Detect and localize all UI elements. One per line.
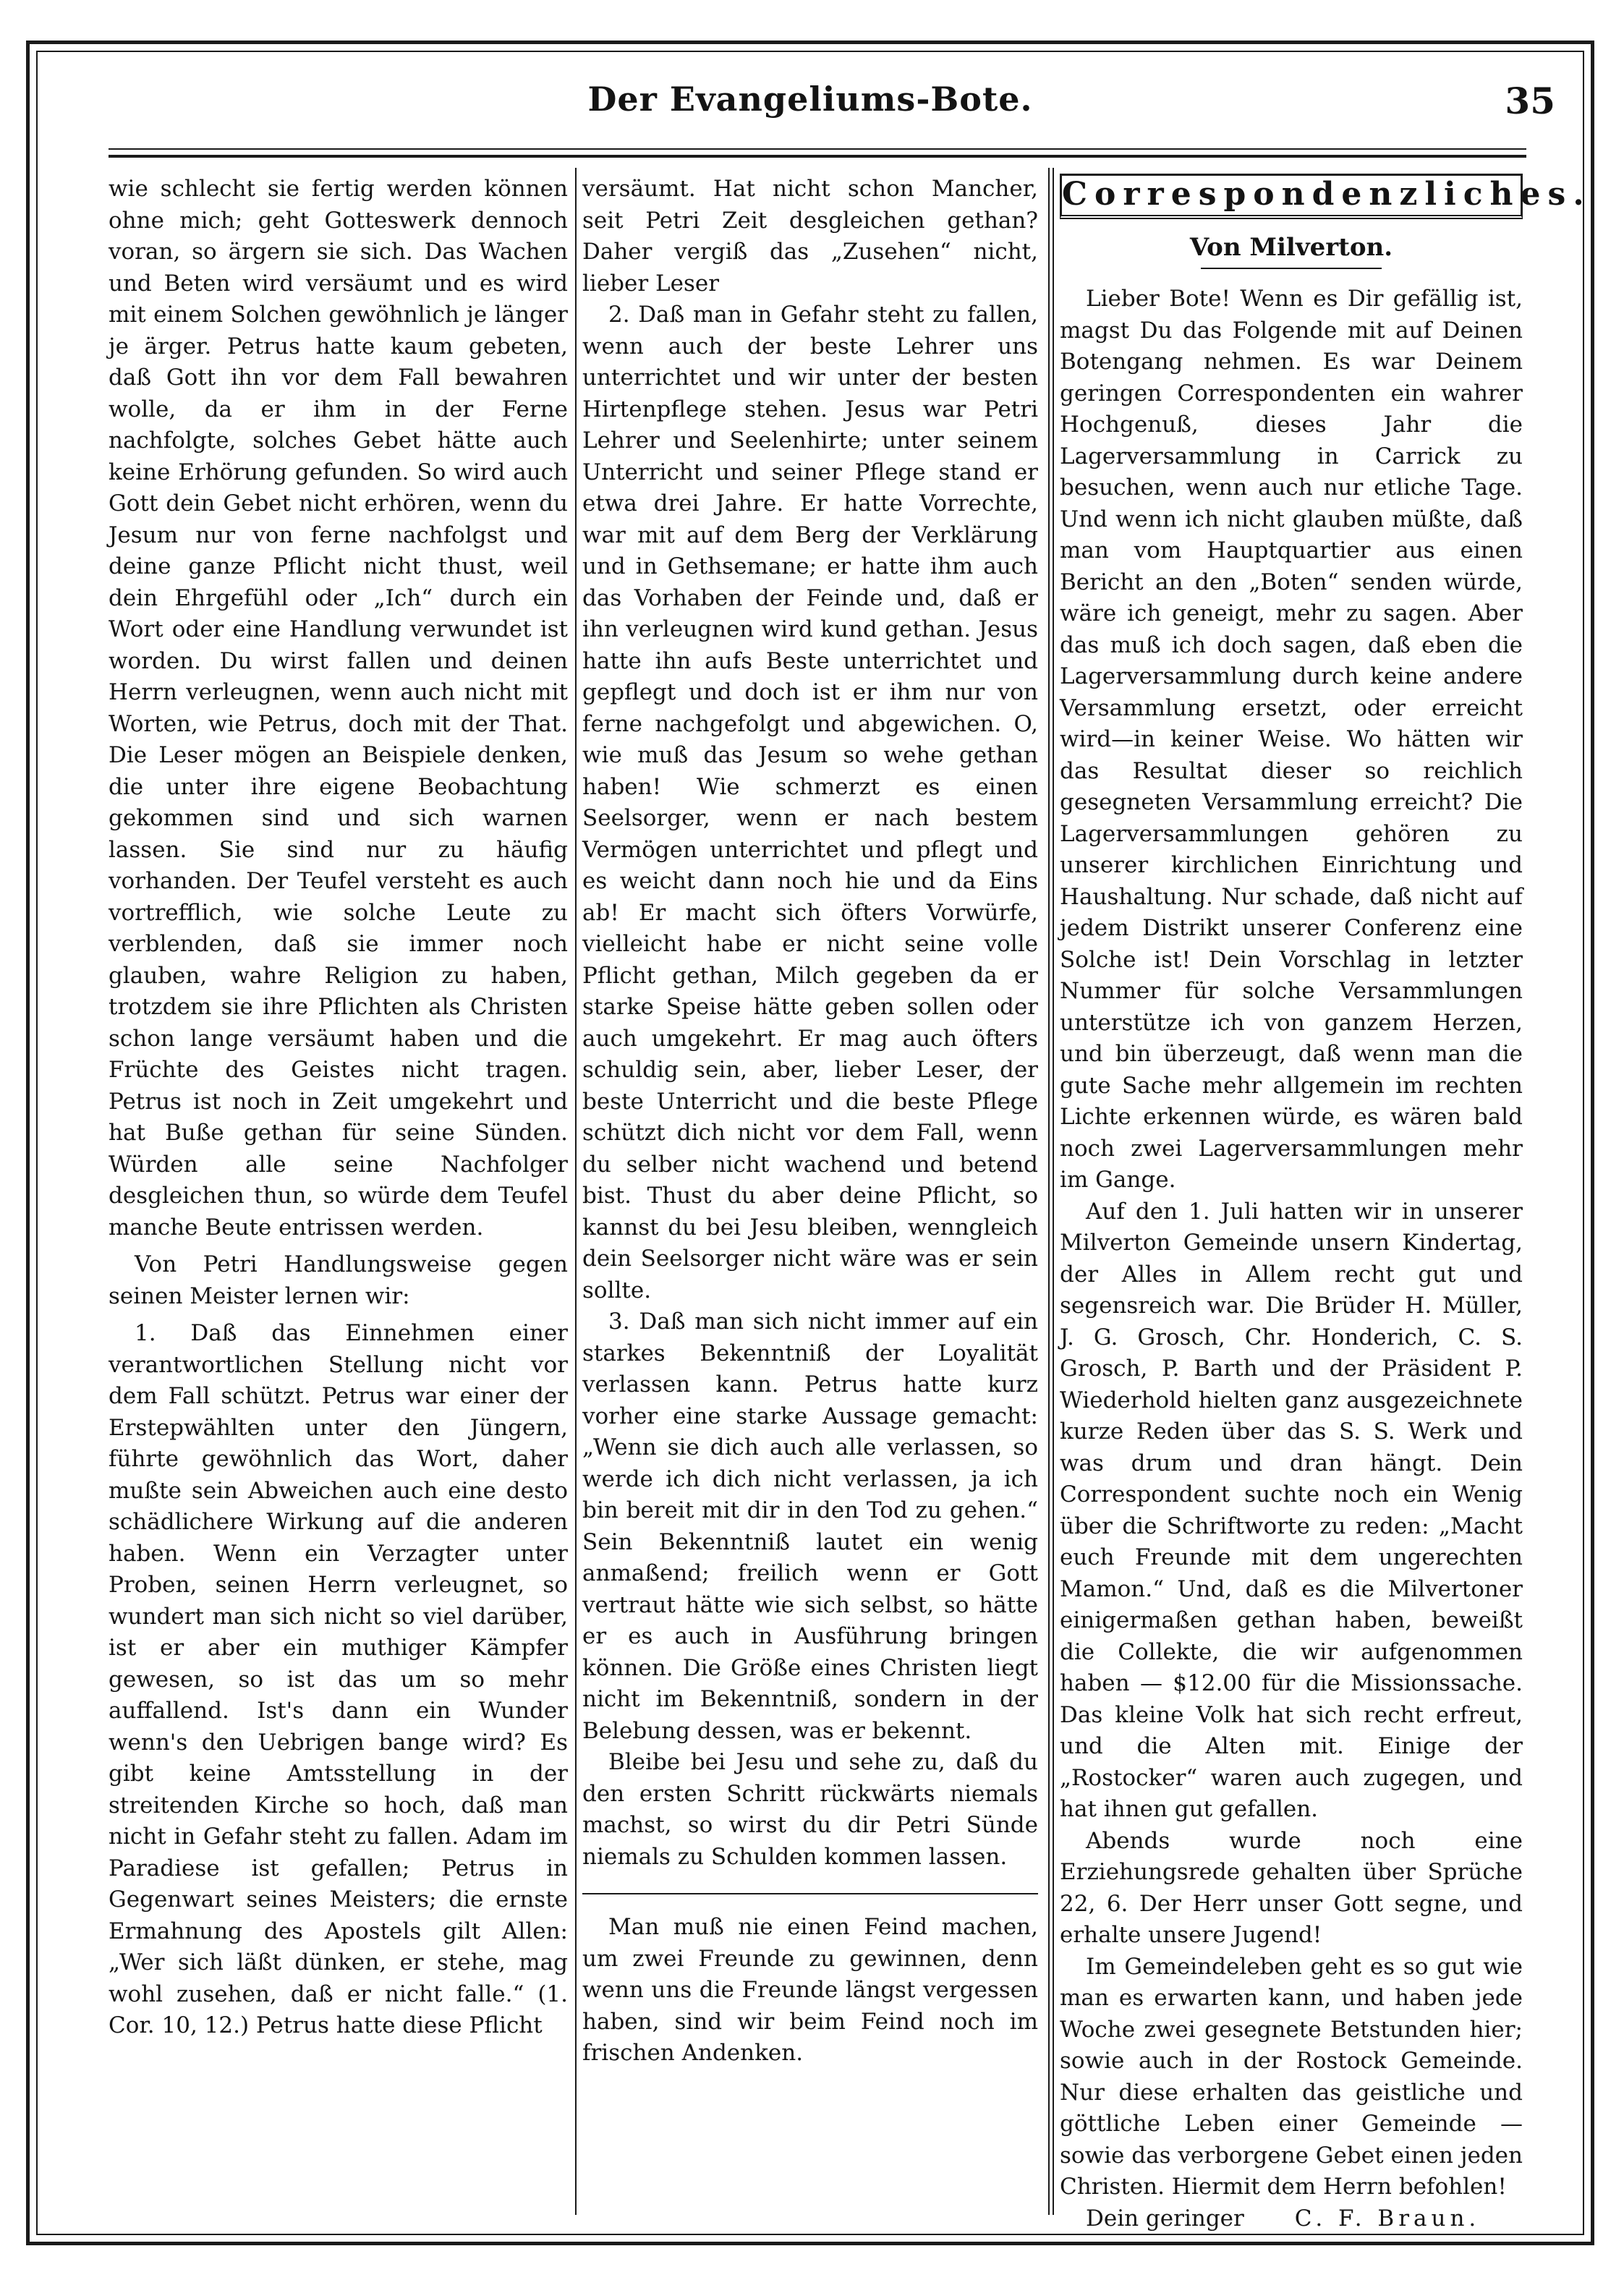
- column1-paragraph: 1. Daß das Einnehmen einer verantwortlichen Stellung nicht vor dem Fall schützt. Petrus war einer der Erstерwählten unter den Jüngern, führte gewöhnlich das Wort, daher mußte sein Abweichen auch eine desto schädlichere Wirkung auf die anderen haben. Wenn ein Verzagter unter Proben, seinen Herrn verleugnet, so wundert man sich nicht so viel darüber, ist er aber ein muthiger Kämpfer gewesen, so ist das um so mehr auffallend. Ist's dann ein Wunder wenn's den Uebrigen bange wird? Es gibt keine Amtsstellung in der streitenden Kirche so hoch, daß man nicht in Gefahr steht zu fallen. Adam im Paradiese ist gefallen; Petrus in Gegenwart seines Meisters; die ernste Ermahnung des Apostels gilt Allen: „Wer sich läßt dünken, er stehe, mag wohl zusehen, daß er nicht falle.“ (1. Cor. 10, 12.) Petrus hatte diese Pflicht: [109, 1320, 568, 2038]
- aphorism: Man muß nie einen Feind machen, um zwei Freunde zu gewinnen, denn wenn uns die Freunde längst vergessen haben, sind wir beim Feind noch im frischen Andenken.: [582, 1914, 1038, 2066]
- header-rule-thin: [109, 148, 1526, 150]
- signature-name: C. F. Braun.: [1294, 2205, 1481, 2232]
- column-divider-2a: [1048, 168, 1050, 2215]
- column3-paragraph: Lieber Bote! Wenn es Dir gefällig ist, magst Du das Folgende mit auf Deinen Botengang nehmen. Es war Deinem geringen Correspondenten ein wahrer Hochgenuß, dieses Jahr die Lagerversammlung in Carrick zu besuchen, wenn auch nur etliche Tage. Und wenn ich nicht glauben müßte, daß man vom Hauptquartier aus einen Bericht an den „Boten“ senden würde, wäre ich geneigt, mehr zu sagen. Aber das muß ich doch sagen, daß eben die Lagerversammlung durch keine andere Versammlung ersetzt, oder erreicht wird—in keiner Weise. Wo hätten wir das Resultat dieser so reichlich gesegneten Versammlung erreicht? Die Lagerversammlungen gehören zu unserer kirchlichen Einrichtung und Haushaltung. Nur schade, daß nicht auf jedem Distrikt unserer Conferenz eine Solche ist! Dein Vorschlag in letzter Nummer für solche Versammlungen unterstütze ich von ganzem Herzen, und bin überzeugt, daß wenn man die gute Sache mehr allgemein im rechten Lichte erkennen würde, es wären bald noch zwei Lagerversammlungen mehr im Gange.: [1060, 286, 1523, 1193]
- subheading-rule: [1201, 268, 1382, 269]
- column2-paragraph: Bleibe bei Jesu und sehe zu, daß du den ersten Schritt rückwärts niemals machst, so wirst du dir Petri Sünde niemals zu Schulden kommen lassen.: [582, 1749, 1038, 1870]
- signature: [1060, 2203, 1523, 2235]
- header-rule-thick: [109, 155, 1526, 158]
- column-3: [1060, 174, 1591, 2234]
- column-divider-1: [575, 168, 577, 2215]
- column3-paragraph: Abends wurde noch eine Erziehungsrede gehalten über Sprüche 22, 6. Der Herr unser Gott segne, und erhalte unsere Jugend!: [1060, 1827, 1523, 1948]
- column3-paragraph: Auf den 1. Juli hatten wir in unserer Milverton Gemeinde unsern Kindertag, der Alles in Allem recht gut und segensreich war. Die Brüder H. Müller, J. G. Grosch, Chr. Honderich, C. S. Grosch, P. Barth und der Präsident P. Wiederhold hielten ganz ausgezeichnete kurze Reden über das S. S. Werk und was drum und dran hängt. Dein Correspondent suchte noch ein Wenig über die Schriftworte zu reden: „Macht euch Freunde mit dem ungerechten Mamon.“ Und, daß es die Milvertoner einigermaßen gethan haben, beweißt die Collekte, die wir aufgenommen haben — $12.00 für die Missionssache. Das kleine Volk hat sich recht erfreut, und die Alten mit. Einige der „Rostocker“ waren auch zugegen, und hat ihnen gut gefallen.: [1060, 1198, 1523, 1822]
- signature-prefix: Dein geringer: [1086, 2205, 1244, 2232]
- column1-paragraph: Von Petri Handlungsweise gegen seinen Meister lernen wir:: [109, 1251, 568, 1309]
- column-divider-2b: [1053, 168, 1054, 2215]
- journal-title: Der Evangeliums-Bote.: [587, 80, 1033, 119]
- column1-paragraph: wie schlecht sie fertig werden können ohne mich; geht Gotteswerk dennoch voran, so ärgern sie sich. Das Wachen und Beten wird versäumt und es wird mit einem Solchen gewöhnlich je länger je ärger. Petrus hatte kaum gebeten, daß Gott ihn vor dem Fall bewahren wolle, da er ihm in der Ferne nachfolgte, solches Gebet hätte auch keine Erhörung gefunden. So wird auch Gott dein Gebet nicht erhören, wenn du Jesum nur von ferne nachfolgst und deine ganze Pflicht nicht thust, weil dein Ehrgefühl oder „Ich“ durch ein Wort oder eine Handlung verwundet ist worden. Du wirst fallen und deinen Herrn verleugnen, wenn auch nicht mit Worten, wie Petrus, doch mit der That. Die Leser mögen an Beispiele denken, die unter ihre eigene Beobachtung gekommen sind und sich warnen lassen. Sie sind nur zu häufig vorhanden. Der Teufel versteht es auch vortrefflich, wie solche Leute zu verblenden, daß sie immer noch glauben, wahre Religion zu haben, trotzdem sie ihre Pflichten als Christen schon lange versäumt haben und die Früchte des Geistes nicht tragen. Petrus ist noch in Zeit umgekehrt und hat Buße gethan für seine Sünden. Würden alle seine Nachfolger desgleichen thun, so würde dem Teufel manche Beute entrissen werden.: [109, 176, 568, 1241]
- column3-paragraph: Im Gemeindeleben geht es so gut wie man es erwarten kann, und haben jede Woche zwei gesegnete Betstunden hier; sowie auch in der Rostock Gemeinde. Nur diese erhalten das geistliche und göttliche Leben einer Gemeinde — sowie das verborgene Gebet einen jeden Christen. Hiermit dem Herrn befohlen!: [1060, 1953, 1523, 2200]
- column2-paragraph: 2. Daß man in Gefahr steht zu fallen, wenn auch der beste Lehrer uns unterrichtet und wir unter der besten Hirtenpflege stehen. Jesus war Petri Lehrer und Seelenhirte; unter seinem Unterricht und seiner Pflege stand er etwa drei Jahre. Er hatte Vorrechte, war mit auf dem Berg der Verklärung und in Gethsemane; er hatte ihm auch das Vorhaben der Feinde und, daß er ihn verleugnen wird kund gethan. Jesus hatte ihn aufs Beste unterrichtet und gepflegt und doch ist er ihm nur von ferne nachgefolgt und abgewichen. O, wie muß das Jesum so wehe gethan haben! Wie schmerzt es einen Seelsorger, wenn er nach bestem Vermögen unterrichtet und pflegt und es weicht dann noch hie und da Eins ab! Er macht sich öfters Vorwürfe, vielleicht habe er nicht seine volle Pflicht gethan, Milch gegeben da er starke Speise hätte geben sollen oder auch umgekehrt. Er mag auch öfters schuldig sein, aber, lieber Leser, der beste Unterricht und die beste Pflege schützt dich nicht vor dem Fall, wenn du selber nicht wachend und betend bist. Thust du aber deine Pflicht, so kannst du bei Jesu bleiben, wenngleich dein Seelsorger nicht wäre was er sein sollte.: [582, 302, 1038, 1303]
- column-1: [109, 174, 568, 2042]
- column-2: [582, 174, 1038, 2070]
- page-number: 35: [1505, 80, 1555, 122]
- column2-paragraph: versäumt. Hat nicht schon Mancher, seit Petri Zeit desgleichen gethan? Daher vergiß das „Zusehen“ nicht, lieber Leser: [582, 176, 1038, 297]
- running-header: [43, 80, 1577, 130]
- section-separator: [582, 1893, 1038, 1894]
- section-heading: Correspondenzliches.: [1060, 174, 1523, 219]
- article-subheading: Von Milverton.: [1189, 232, 1393, 262]
- column2-paragraph: 3. Daß man sich nicht immer auf ein starkes Bekenntniß der Loyalität verlassen kann. Petrus hatte kurz vorher eine starke Aussage gemacht: „Wenn sie dich auch alle verlassen, so werde ich dich nicht verlassen, ja ich bin bereit mit dir in den Tod zu gehen.“ Sein Bekenntniß lautet ein wenig anmaßend; freilich wenn er Gott vertraut hätte wie sich selbst, so hätte er es auch in Ausführung bringen können. Die Größe eines Christen liegt nicht im Bekenntniß, sondern in der Belebung dessen, was er bekennt.: [582, 1309, 1038, 1744]
